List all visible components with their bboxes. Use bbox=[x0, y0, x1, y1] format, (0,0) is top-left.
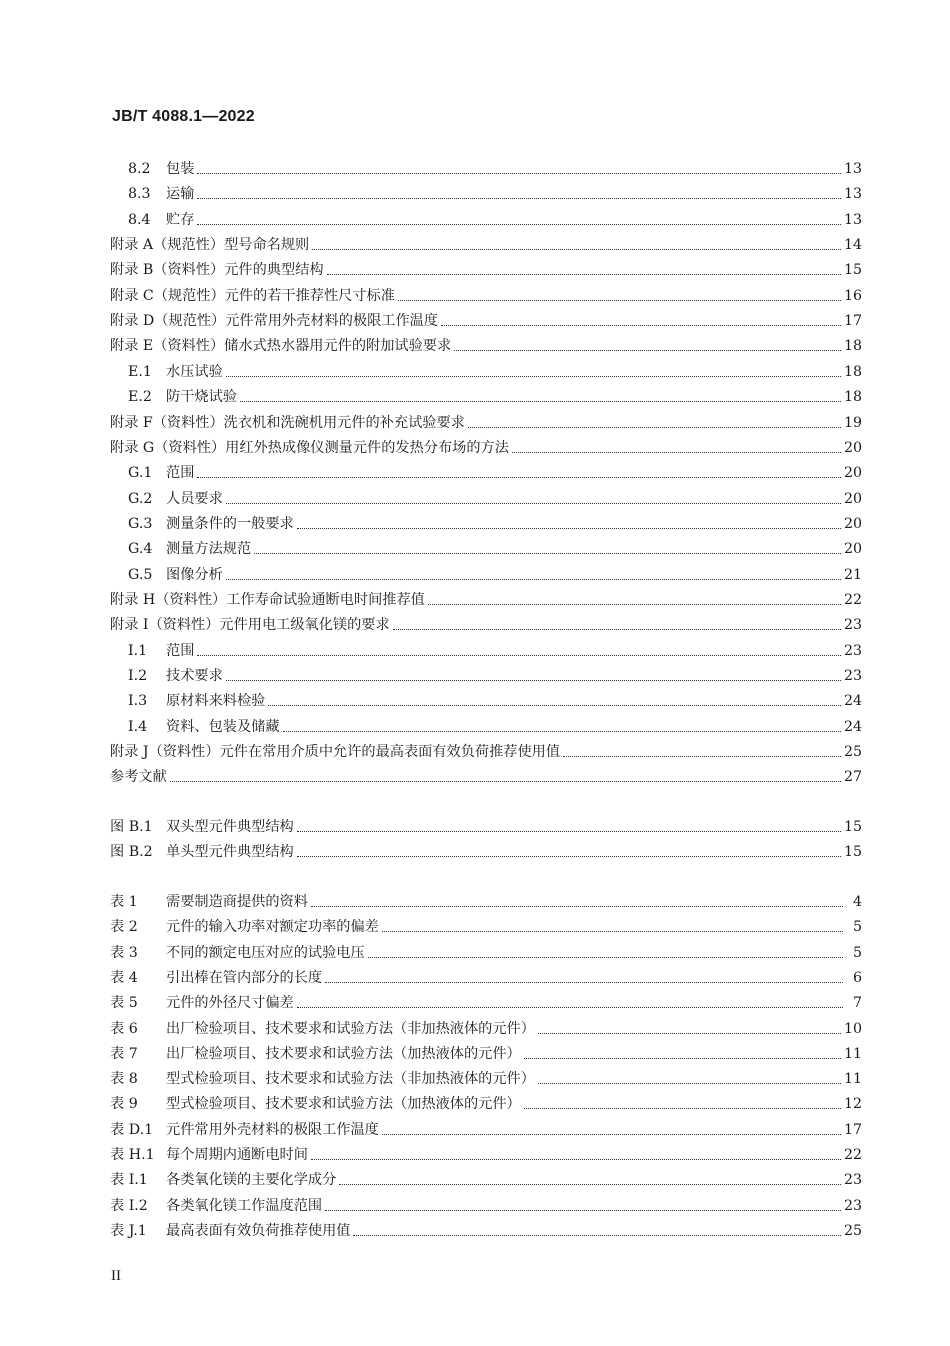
toc-entry-title: 附录 H（资料性）工作寿命试验通断电时间推荐值 bbox=[110, 591, 425, 608]
toc-entry-page: 10 bbox=[843, 1020, 862, 1037]
toc-entry-page: 13 bbox=[843, 161, 862, 177]
leader-dots bbox=[325, 982, 843, 983]
toc-entry-number: 表 1 bbox=[110, 894, 138, 910]
toc-entry-title: 资料、包装及储藏 bbox=[166, 718, 280, 735]
leader-dots bbox=[524, 1058, 841, 1059]
toc-entry-title: 各类氧化镁的主要化学成分 bbox=[166, 1172, 337, 1189]
toc-entry-page: 6 bbox=[852, 969, 862, 986]
leader-dots bbox=[297, 831, 841, 832]
toc-entry-title: 各类氧化镁工作温度范围 bbox=[166, 1197, 323, 1214]
toc-entry-number: 表 3 bbox=[110, 944, 138, 961]
toc-entry-title: 附录 E（资料性）储水式热水器用元件的附加试验要求 bbox=[110, 338, 452, 355]
toc-entry[interactable] bbox=[128, 714, 862, 736]
toc-entry-title: 参考文献 bbox=[110, 769, 167, 786]
toc-entry[interactable] bbox=[110, 1091, 862, 1113]
leader-dots bbox=[197, 173, 841, 174]
leader-dots bbox=[311, 1159, 841, 1160]
toc-entry-title: 双头型元件典型结构 bbox=[166, 819, 294, 835]
leader-dots bbox=[327, 274, 841, 275]
toc-entry-page: 12 bbox=[843, 1096, 862, 1113]
toc-entry-number: 表 J.1 bbox=[110, 1222, 147, 1239]
toc-entry-number: 表 I.1 bbox=[110, 1172, 148, 1189]
toc-entry-title: 包装 bbox=[166, 161, 195, 177]
toc-entry[interactable] bbox=[110, 1066, 862, 1088]
toc-entry-number: 图 B.1 bbox=[110, 819, 153, 835]
toc-entry[interactable] bbox=[110, 232, 862, 254]
leader-dots bbox=[297, 1007, 843, 1008]
toc-entry-number: G.5 bbox=[128, 566, 153, 583]
toc-entry-page: 7 bbox=[852, 995, 862, 1012]
toc-entry[interactable] bbox=[110, 1193, 862, 1215]
toc-entry[interactable] bbox=[110, 1218, 862, 1240]
leader-dots bbox=[197, 655, 841, 656]
leader-dots bbox=[441, 325, 841, 326]
toc-entry[interactable] bbox=[110, 435, 862, 457]
toc-entry-page: 4 bbox=[852, 894, 862, 910]
toc-entry-number: G.3 bbox=[128, 515, 153, 532]
leader-dots bbox=[538, 1033, 841, 1034]
leader-dots bbox=[353, 1235, 840, 1236]
toc-entry[interactable] bbox=[110, 1117, 862, 1139]
leader-dots bbox=[454, 350, 841, 351]
toc-entry-page: 23 bbox=[843, 668, 862, 684]
toc-entry[interactable] bbox=[128, 181, 862, 203]
toc-entry-number: G.4 bbox=[128, 541, 153, 558]
toc-entry-page: 17 bbox=[843, 1121, 862, 1138]
leader-dots bbox=[170, 781, 841, 782]
toc-entry[interactable] bbox=[110, 814, 862, 836]
leader-dots bbox=[428, 604, 841, 605]
toc-entry-page: 22 bbox=[843, 591, 862, 608]
toc-entry-page: 15 bbox=[843, 262, 862, 279]
toc-entry-title: 运输 bbox=[166, 186, 195, 203]
toc-entry[interactable] bbox=[128, 359, 862, 381]
toc-entry[interactable] bbox=[110, 1016, 862, 1038]
toc-entry-page: 20 bbox=[843, 439, 862, 456]
toc-entry[interactable] bbox=[128, 638, 862, 660]
toc-entry-page: 13 bbox=[843, 186, 862, 203]
toc-entry-page: 5 bbox=[852, 919, 862, 936]
leader-dots bbox=[283, 731, 841, 732]
toc-entry-number: 图 B.2 bbox=[110, 844, 153, 861]
toc-entry[interactable] bbox=[128, 688, 862, 710]
toc-entry[interactable] bbox=[128, 207, 862, 229]
leader-dots bbox=[398, 300, 841, 301]
toc-entry[interactable] bbox=[110, 283, 862, 305]
leader-dots bbox=[524, 1108, 841, 1109]
toc-entry-page: 5 bbox=[852, 944, 862, 961]
toc-entry-page: 20 bbox=[843, 465, 862, 482]
toc-entry-page: 13 bbox=[843, 211, 862, 228]
toc-entry-title: 附录 I（资料性）元件用电工级氧化镁的要求 bbox=[110, 617, 390, 634]
toc-entry[interactable] bbox=[110, 333, 862, 355]
document-code: JB/T 4088.1—2022 bbox=[112, 108, 255, 125]
toc-entry-title: 范围 bbox=[166, 642, 195, 659]
leader-dots bbox=[197, 224, 841, 225]
leader-dots bbox=[339, 1184, 841, 1185]
toc-entry-page: 27 bbox=[843, 769, 862, 786]
toc-entry-title: 附录 F（资料性）洗衣机和洗碗机用元件的补充试验要求 bbox=[110, 414, 465, 431]
leader-dots bbox=[197, 198, 841, 199]
toc-entry-number: 表 2 bbox=[110, 919, 138, 936]
toc-entry-title: 附录 B（资料性）元件的典型结构 bbox=[110, 262, 324, 279]
toc-entry-number: 表 H.1 bbox=[110, 1147, 155, 1163]
leader-dots bbox=[312, 249, 841, 250]
toc-entry[interactable] bbox=[110, 764, 862, 786]
leader-dots bbox=[563, 756, 841, 757]
toc-entry-title: 原材料来料检验 bbox=[166, 693, 266, 710]
toc-entry[interactable] bbox=[128, 156, 862, 178]
toc-entry[interactable] bbox=[128, 511, 862, 533]
leader-dots bbox=[393, 629, 841, 630]
toc-entry-page: 15 bbox=[843, 819, 862, 835]
toc-entry-number: 表 7 bbox=[110, 1045, 138, 1062]
toc-entry-page: 23 bbox=[843, 1197, 862, 1214]
toc-entry-title: 人员要求 bbox=[166, 490, 223, 507]
toc-entry[interactable] bbox=[110, 889, 862, 911]
toc-entry[interactable] bbox=[128, 460, 862, 482]
toc-entry-page: 24 bbox=[843, 693, 862, 710]
toc-entry-page: 17 bbox=[843, 313, 862, 330]
leader-dots bbox=[538, 1083, 841, 1084]
toc-entry-number: I.2 bbox=[128, 668, 148, 684]
toc-entry-page: 18 bbox=[843, 389, 862, 406]
toc-entry[interactable] bbox=[110, 1142, 862, 1164]
toc-entry-page: 18 bbox=[843, 338, 862, 355]
toc-entry-title: 贮存 bbox=[166, 211, 195, 228]
toc-entry-number: 表 D.1 bbox=[110, 1121, 154, 1138]
toc-entry-number: E.1 bbox=[128, 363, 152, 380]
toc-entry-title: 范围 bbox=[166, 465, 195, 482]
toc-entry-number: G.2 bbox=[128, 490, 153, 507]
toc-entry-title: 图像分析 bbox=[166, 566, 223, 583]
leader-dots bbox=[226, 503, 841, 504]
toc-entry[interactable] bbox=[128, 536, 862, 558]
toc-entry-page: 23 bbox=[843, 617, 862, 634]
toc-entry-page: 11 bbox=[843, 1071, 862, 1088]
leader-dots bbox=[368, 957, 843, 958]
leader-dots bbox=[297, 856, 841, 857]
toc-entry-number: G.1 bbox=[128, 465, 153, 482]
toc-entry-title: 防干烧试验 bbox=[166, 389, 237, 406]
toc-entry-page: 20 bbox=[843, 515, 862, 532]
toc-entry-number: 8.4 bbox=[128, 211, 151, 228]
toc-entry-number: 表 4 bbox=[110, 969, 138, 986]
toc-entry-page: 25 bbox=[843, 744, 862, 761]
toc-entry-title: 技术要求 bbox=[166, 668, 223, 684]
toc-entry-page: 16 bbox=[843, 287, 862, 304]
toc-entry-title: 不同的额定电压对应的试验电压 bbox=[166, 944, 365, 961]
toc-entry[interactable] bbox=[110, 410, 862, 432]
leader-dots bbox=[382, 931, 843, 932]
toc-entry[interactable] bbox=[110, 965, 862, 987]
toc-entry-title: 水压试验 bbox=[166, 363, 223, 380]
toc-entry-title: 元件常用外壳材料的极限工作温度 bbox=[166, 1121, 379, 1138]
toc-entry-number: I.4 bbox=[128, 718, 148, 735]
toc-entry-number: I.1 bbox=[128, 642, 148, 659]
toc-entry-title: 型式检验项目、技术要求和试验方法（加热液体的元件） bbox=[166, 1096, 521, 1113]
toc-entry[interactable] bbox=[110, 308, 862, 330]
toc-entry-number: 8.3 bbox=[128, 186, 151, 203]
leader-dots bbox=[468, 427, 841, 428]
toc-entry[interactable] bbox=[110, 587, 862, 609]
toc-entry-title: 出厂检验项目、技术要求和试验方法（加热液体的元件） bbox=[166, 1045, 521, 1062]
leader-dots bbox=[226, 680, 841, 681]
toc-entry-title: 附录 J（资料性）元件在常用介质中允许的最高表面有效负荷推荐使用值 bbox=[110, 744, 561, 761]
toc-entry-title: 元件的外径尺寸偏差 bbox=[166, 995, 294, 1012]
toc-entry-page: 20 bbox=[843, 490, 862, 507]
toc-entry-page: 22 bbox=[843, 1147, 862, 1163]
toc-entry-number: E.2 bbox=[128, 389, 152, 406]
toc-entry-page: 23 bbox=[843, 642, 862, 659]
toc-entry[interactable] bbox=[128, 384, 862, 406]
leader-dots bbox=[254, 553, 841, 554]
toc-entry[interactable] bbox=[110, 914, 862, 936]
toc-entry-title: 附录 D（规范性）元件常用外壳材料的极限工作温度 bbox=[110, 313, 439, 330]
leader-dots bbox=[268, 705, 841, 706]
leader-dots bbox=[325, 1210, 841, 1211]
toc-entry-page: 18 bbox=[843, 363, 862, 380]
toc-entry[interactable] bbox=[110, 1167, 862, 1189]
toc-entry-title: 附录 G（资料性）用红外热成像仪测量元件的发热分布场的方法 bbox=[110, 439, 509, 456]
toc-entry[interactable] bbox=[128, 663, 862, 685]
toc-entry[interactable] bbox=[128, 562, 862, 584]
toc-entry-number: 表 5 bbox=[110, 995, 138, 1012]
toc-entry-title: 附录 A（规范性）型号命名规则 bbox=[110, 237, 310, 254]
toc-entry-title: 型式检验项目、技术要求和试验方法（非加热液体的元件） bbox=[166, 1071, 535, 1088]
toc-entry-page: 11 bbox=[843, 1045, 862, 1062]
toc-entry-title: 元件的输入功率对额定功率的偏差 bbox=[166, 919, 379, 936]
toc-entry-number: 表 9 bbox=[110, 1096, 138, 1113]
toc-entry-title: 附录 C（规范性）元件的若干推荐性尺寸标准 bbox=[110, 287, 395, 304]
toc-entry[interactable] bbox=[110, 940, 862, 962]
leader-dots bbox=[240, 401, 841, 402]
toc-entry-page: 23 bbox=[843, 1172, 862, 1189]
toc-entry-title: 出厂检验项目、技术要求和试验方法（非加热液体的元件） bbox=[166, 1020, 535, 1037]
leader-dots bbox=[512, 452, 841, 453]
toc-entry-number: 表 I.2 bbox=[110, 1197, 148, 1214]
toc-entry-page: 20 bbox=[843, 541, 862, 558]
toc-entry-title: 测量条件的一般要求 bbox=[166, 515, 294, 532]
toc-entry-title: 测量方法规范 bbox=[166, 541, 252, 558]
toc-entry-title: 单头型元件典型结构 bbox=[166, 844, 294, 861]
leader-dots bbox=[311, 906, 843, 907]
toc-entry-number: I.3 bbox=[128, 693, 148, 710]
leader-dots bbox=[226, 579, 841, 580]
toc-entry[interactable] bbox=[110, 612, 862, 634]
toc-entry-number: 表 8 bbox=[110, 1071, 138, 1088]
toc-entry[interactable] bbox=[110, 839, 862, 861]
toc-entry-page: 24 bbox=[843, 718, 862, 735]
toc-entry-number: 8.2 bbox=[128, 161, 151, 177]
toc-entry[interactable] bbox=[110, 990, 862, 1012]
toc-entry-title: 每个周期内通断电时间 bbox=[166, 1147, 308, 1163]
toc-entry-page: 19 bbox=[843, 414, 862, 431]
toc-entry-title: 需要制造商提供的资料 bbox=[166, 894, 308, 910]
toc-entry-title: 引出棒在管内部分的长度 bbox=[166, 969, 323, 986]
toc-entry[interactable] bbox=[110, 257, 862, 279]
leader-dots bbox=[226, 376, 841, 377]
toc-entry-page: 21 bbox=[843, 566, 862, 583]
toc-entry[interactable] bbox=[110, 739, 862, 761]
toc-entry[interactable] bbox=[110, 1041, 862, 1063]
leader-dots bbox=[297, 528, 841, 529]
toc-entry[interactable] bbox=[128, 486, 862, 508]
leader-dots bbox=[197, 477, 841, 478]
toc-entry-page: 15 bbox=[843, 844, 862, 861]
toc-entry-title: 最高表面有效负荷推荐使用值 bbox=[166, 1222, 351, 1239]
toc-entry-number: 表 6 bbox=[110, 1020, 138, 1037]
toc-entry-page: 25 bbox=[843, 1222, 862, 1239]
leader-dots bbox=[382, 1134, 841, 1135]
page-number: II bbox=[111, 1268, 121, 1284]
toc-entry-page: 14 bbox=[843, 237, 862, 254]
